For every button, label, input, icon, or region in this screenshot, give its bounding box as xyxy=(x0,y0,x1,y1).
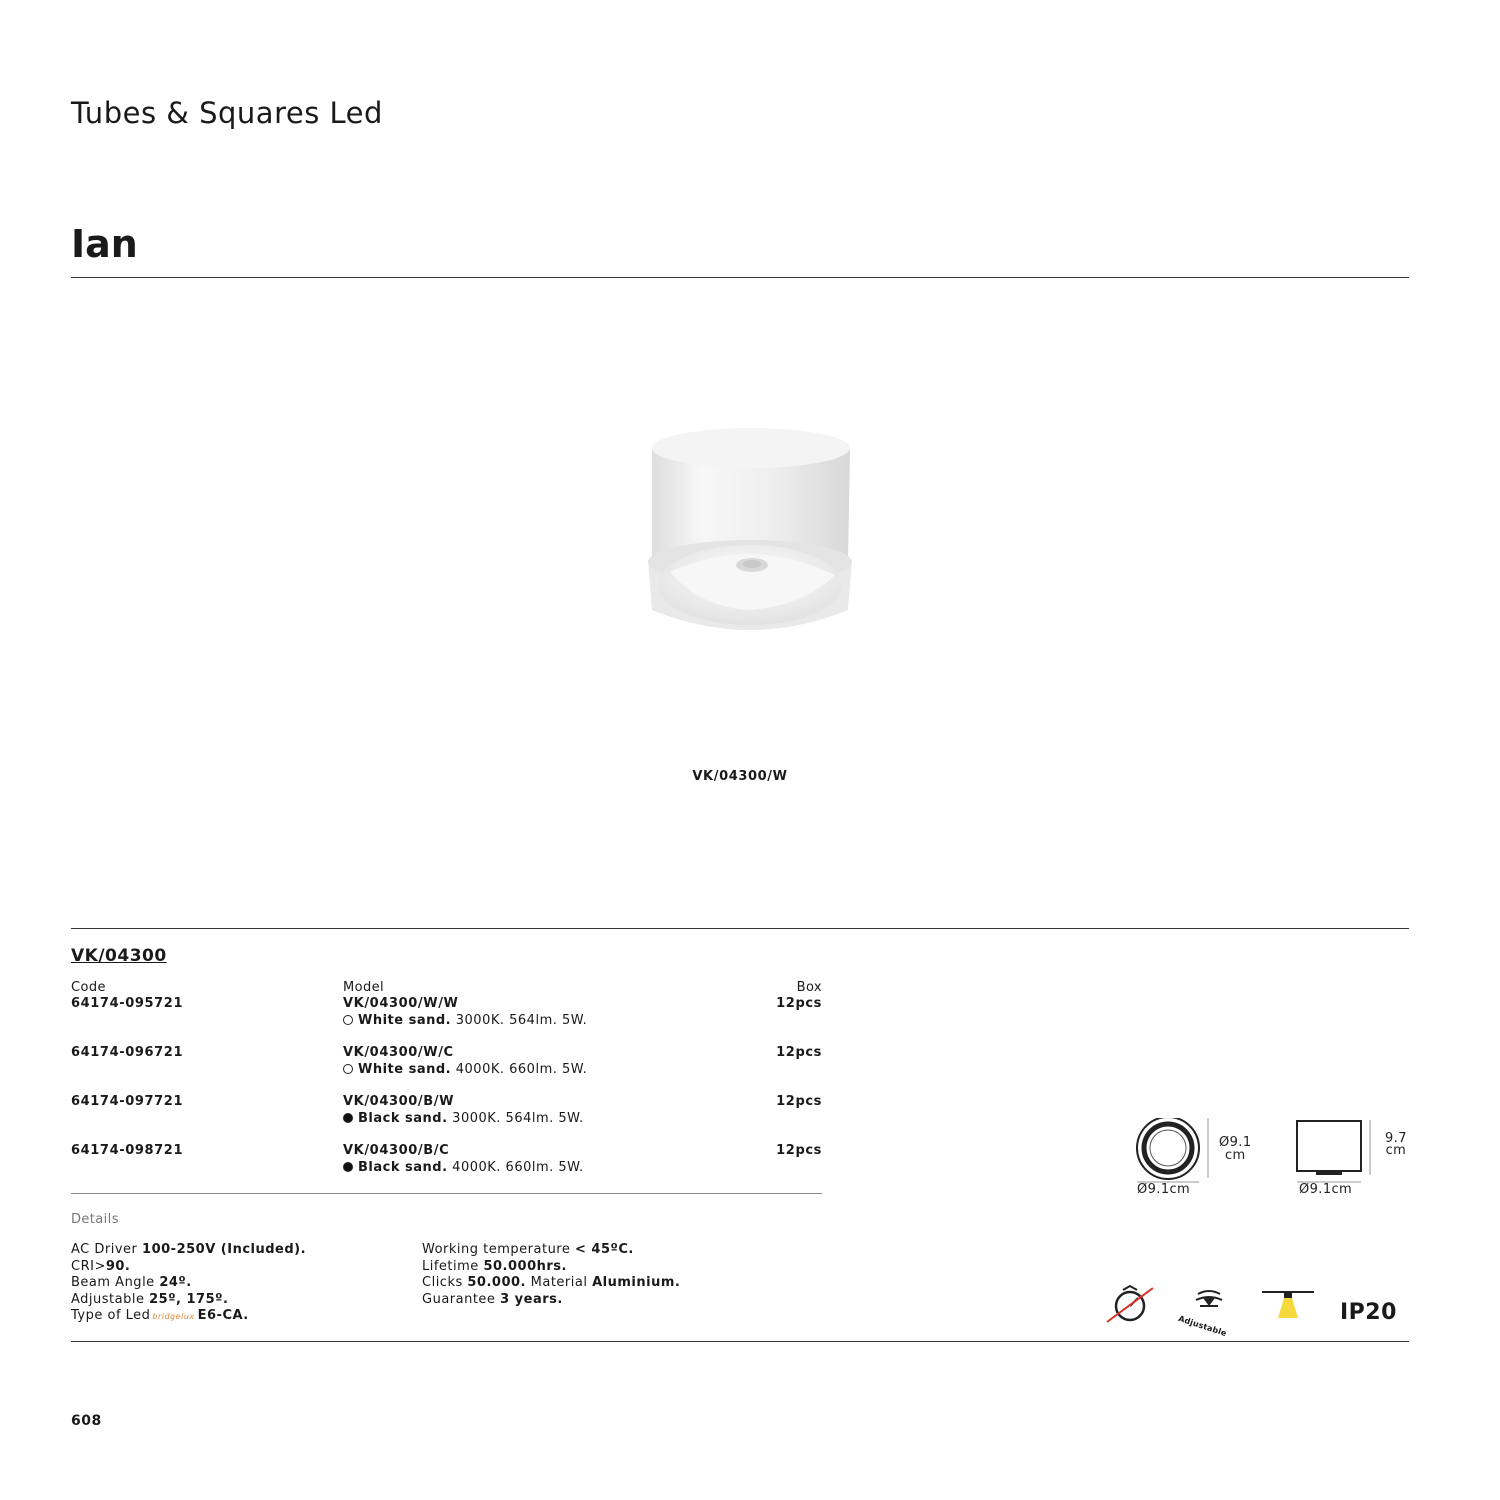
bottom-rule xyxy=(71,1341,1409,1342)
spec-text: 4000K. 660lm. 5W. xyxy=(455,1062,588,1077)
side-height-label: 9.7 cm xyxy=(1385,1131,1407,1158)
spec-text: 3000K. 564lm. 5W. xyxy=(452,1111,584,1126)
table-row-box: 12pcs xyxy=(776,996,822,1011)
beam-light-icon xyxy=(1260,1288,1318,1322)
table-row-spec xyxy=(343,1160,584,1175)
product-image xyxy=(630,410,870,650)
black-finish-icon xyxy=(343,1162,353,1172)
finish-label: White sand. xyxy=(358,1013,452,1028)
table-row-box: 12pcs xyxy=(776,1143,822,1158)
table-row-code: 64174-095721 xyxy=(71,996,184,1011)
finish-label: Black sand. xyxy=(358,1160,448,1175)
spec-text: 3000K. 564lm. 5W. xyxy=(455,1013,588,1028)
table-row-spec xyxy=(343,1111,584,1126)
details-right-column: Working temperature < 45ºC. Lifetime 50.000hrs. Clicks 50.000. Material Aluminium. Guarantee 3 years. xyxy=(422,1242,681,1307)
finish-label: White sand. xyxy=(358,1062,452,1077)
table-row-code: 64174-097721 xyxy=(71,1094,184,1109)
column-header-model: Model xyxy=(343,980,385,995)
front-diameter-label: Ø9.1 cm xyxy=(1219,1135,1252,1163)
table-bottom-rule xyxy=(71,1193,822,1194)
section-rule xyxy=(71,928,1409,929)
white-finish-icon xyxy=(343,1015,353,1025)
page-number: 608 xyxy=(71,1413,102,1429)
table-row-model: VK/04300/B/C xyxy=(343,1143,450,1158)
column-header-code: Code xyxy=(71,980,106,995)
spec-text: 4000K. 660lm. 5W. xyxy=(452,1160,584,1175)
front-bottom-diameter-label: Ø9.1cm xyxy=(1137,1182,1191,1197)
ip-rating: IP20 xyxy=(1340,1300,1397,1325)
table-row-box: 12pcs xyxy=(776,1045,822,1060)
black-finish-icon xyxy=(343,1113,353,1123)
white-finish-icon xyxy=(343,1064,353,1074)
column-header-box: Box xyxy=(796,980,822,995)
table-row-model: VK/04300/W/W xyxy=(343,996,459,1011)
bridgelux-logo: bridgelux xyxy=(152,1312,195,1322)
details-left-column: AC Driver 100-250V (Included). CRI>90. Beam Angle 24º. Adjustable 25º, 175º. Type of Led bridgelux E6-CA. xyxy=(71,1242,307,1324)
no-dimmable-icon xyxy=(1105,1284,1157,1326)
side-view-drawing xyxy=(1294,1118,1384,1188)
table-row-spec xyxy=(343,1062,587,1077)
finish-label: Black sand. xyxy=(358,1111,448,1126)
details-heading: Details xyxy=(71,1212,119,1227)
table-row-spec xyxy=(343,1013,587,1028)
table-row-model: VK/04300/B/W xyxy=(343,1094,455,1109)
product-title: Ian xyxy=(71,222,138,266)
category-title: Tubes & Squares Led xyxy=(71,96,383,130)
product-family-code: VK/04300 xyxy=(71,946,167,966)
table-row-code: 64174-098721 xyxy=(71,1143,184,1158)
title-rule xyxy=(71,277,1409,278)
side-bottom-diameter-label: Ø9.1cm xyxy=(1299,1182,1353,1197)
table-row-code: 64174-096721 xyxy=(71,1045,184,1060)
image-caption: VK/04300/W xyxy=(692,769,788,784)
front-view-drawing xyxy=(1128,1118,1218,1188)
table-row-box: 12pcs xyxy=(776,1094,822,1109)
adjustable-icon-label: Adjustable xyxy=(1177,1314,1228,1339)
table-row-model: VK/04300/W/C xyxy=(343,1045,454,1060)
